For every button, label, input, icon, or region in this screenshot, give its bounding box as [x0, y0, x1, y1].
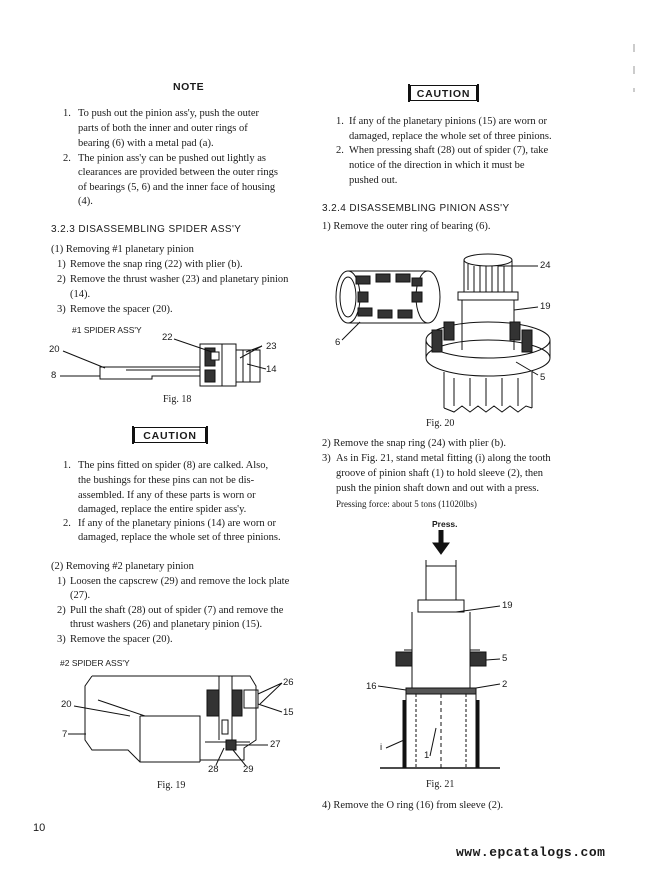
- note-item-1-line-1: To push out the pinion ass'y, push the outer: [78, 108, 260, 119]
- step1-3-number: 3): [57, 304, 66, 315]
- fig20-callout-5: 5: [540, 372, 546, 383]
- step2-3-text: Remove the spacer (20).: [70, 634, 173, 645]
- section-324-step-3-line-2: groove of pinion shaft (1) to hold sleeve (2), then: [336, 468, 544, 479]
- fig20-callout-6: 6: [335, 337, 341, 348]
- section-324-step-3-number: 3): [322, 453, 331, 464]
- fig18-callout-14: 14: [266, 364, 277, 375]
- fig21-callout-16: 16: [366, 681, 377, 692]
- fig19-callout-15: 15: [283, 707, 294, 718]
- fig21-callout-19: 19: [502, 600, 513, 611]
- caution-top-item-2-number: 2.: [336, 145, 344, 156]
- fig21-callout-1: 1: [424, 750, 430, 761]
- fig19-callout-26: 26: [283, 677, 294, 688]
- section-324-step-2: 2) Remove the snap ring (24) with plier (b).: [322, 438, 506, 449]
- fig19-callout-7: 7: [62, 729, 68, 740]
- fig19-callout-27: 27: [270, 739, 281, 750]
- caution-top-item-1-line-1: If any of the planetary pinions (15) are worn or: [349, 116, 547, 127]
- note-item-2-line-4: (4).: [78, 196, 93, 207]
- fig21-callout-2: 2: [502, 679, 508, 690]
- step2-2-number: 2): [57, 605, 66, 616]
- step2-3-number: 3): [57, 634, 66, 645]
- note-item-2-number: 2.: [63, 153, 71, 164]
- step2-1-number: 1): [57, 576, 66, 587]
- caution-top-item-2-line-1: When pressing shaft (28) out of spider (7), take: [349, 145, 549, 156]
- caution-top-item-1-line-2: damaged, replace the whole set of three pinions.: [349, 131, 552, 142]
- caution-mid-item-2-number: 2.: [63, 518, 71, 529]
- step1-2-line-1: Remove the thrust washer (23) and planetary pinion: [70, 274, 289, 285]
- fig21-caption: Fig. 21: [426, 779, 455, 790]
- step1-3-text: Remove the spacer (20).: [70, 304, 173, 315]
- caution-mid-item-1-line-1: The pins fitted on spider (8) are calked. Also,: [78, 460, 269, 471]
- fig19-caption: Fig. 19: [157, 780, 186, 791]
- fig18-callout-8: 8: [51, 370, 57, 381]
- fig18-title: #1 SPIDER ASS'Y: [72, 325, 142, 335]
- fig21-press-label: Press.: [432, 519, 458, 529]
- fig20-callout-24: 24: [540, 260, 551, 271]
- note-item-2-line-3: of bearings (5, 6) and the inner face of housing: [78, 182, 276, 193]
- caution-top-item-1-number: 1.: [336, 116, 344, 127]
- note-item-1-number: 1.: [63, 108, 71, 119]
- section-323-subheading-1: (1) Removing #1 planetary pinion: [51, 244, 194, 255]
- step1-1-number: 1): [57, 259, 66, 270]
- caution-mid-item-1-line-4: damaged, replace the entire spider ass'y.: [78, 504, 247, 515]
- step1-1-text: Remove the snap ring (22) with plier (b).: [70, 259, 243, 270]
- fig19-callout-20: 20: [61, 699, 72, 710]
- section-323-heading: 3.2.3 DISASSEMBLING SPIDER ASS'Y: [51, 224, 242, 235]
- section-324-heading: 3.2.4 DISASSEMBLING PINION ASS'Y: [322, 203, 510, 214]
- page-number: 10: [33, 822, 46, 834]
- note-heading: NOTE: [173, 81, 205, 93]
- step1-2-number: 2): [57, 274, 66, 285]
- section-323-subheading-2: (2) Removing #2 planetary pinion: [51, 561, 194, 572]
- step2-2-line-1: Pull the shaft (28) out of spider (7) and remove the: [70, 605, 284, 616]
- caution-box-top: CAUTION: [410, 85, 477, 101]
- fig18-callout-23: 23: [266, 341, 277, 352]
- pressing-force-note: Pressing force: about 5 tons (11020lbs): [336, 499, 477, 509]
- fig18-callout-20: 20: [49, 344, 60, 355]
- fig21-callout-5: 5: [502, 653, 508, 664]
- fig19-title: #2 SPIDER ASS'Y: [60, 658, 130, 668]
- note-item-1-line-2: parts of both the inner and outer rings of: [78, 123, 248, 134]
- section-324-step-4: 4) Remove the O ring (16) from sleeve (2).: [322, 800, 504, 811]
- caution-mid-item-2-line-2: damaged, replace the whole set of three pinions.: [78, 532, 281, 543]
- section-324-step-1: 1) Remove the outer ring of bearing (6).: [322, 221, 491, 232]
- fig20-callout-19: 19: [540, 301, 551, 312]
- caution-mid-item-2-line-1: If any of the planetary pinions (14) are worn or: [78, 518, 276, 529]
- step1-2-line-2: (14).: [70, 289, 91, 300]
- fig18-callout-22: 22: [162, 332, 173, 343]
- note-item-2-line-1: The pinion ass'y can be pushed out lightly as: [78, 153, 266, 164]
- section-324-step-3-line-1: As in Fig. 21, stand metal fitting (i) along the tooth: [336, 453, 551, 464]
- fig20-caption: Fig. 20: [426, 418, 455, 429]
- note-item-1-line-3: bearing (6) with a metal pad (a).: [78, 138, 214, 149]
- caution-top-item-2-line-3: pushed out.: [349, 175, 398, 186]
- fig19-callout-29: 29: [243, 764, 254, 775]
- fig19-callout-28: 28: [208, 764, 219, 775]
- caution-mid-item-1-line-3: assembled. If any of these parts is worn or: [78, 490, 256, 501]
- watermark-url: www.epcatalogs.com: [456, 845, 606, 860]
- section-324-step-3-line-3: push the pinion shaft down and out with a press.: [336, 483, 539, 494]
- caution-mid-item-1-line-2: the bushings for these pins can not be dis-: [78, 475, 255, 486]
- fig21-callout-i: i: [380, 742, 383, 753]
- step2-2-line-2: thrust washers (26) and planetary pinion (15).: [70, 619, 263, 630]
- note-item-2-line-2: clearances are provided between the outer rings: [78, 167, 278, 178]
- step2-1-line-1: Loosen the capscrew (29) and remove the lock plate: [70, 576, 290, 587]
- caution-box-middle: CAUTION: [134, 427, 206, 443]
- step2-1-line-2: (27).: [70, 590, 91, 601]
- fig18-caption: Fig. 18: [163, 394, 192, 405]
- caution-top-item-2-line-2: notice of the direction in which it must be: [349, 160, 525, 171]
- caution-mid-item-1-number: 1.: [63, 460, 71, 471]
